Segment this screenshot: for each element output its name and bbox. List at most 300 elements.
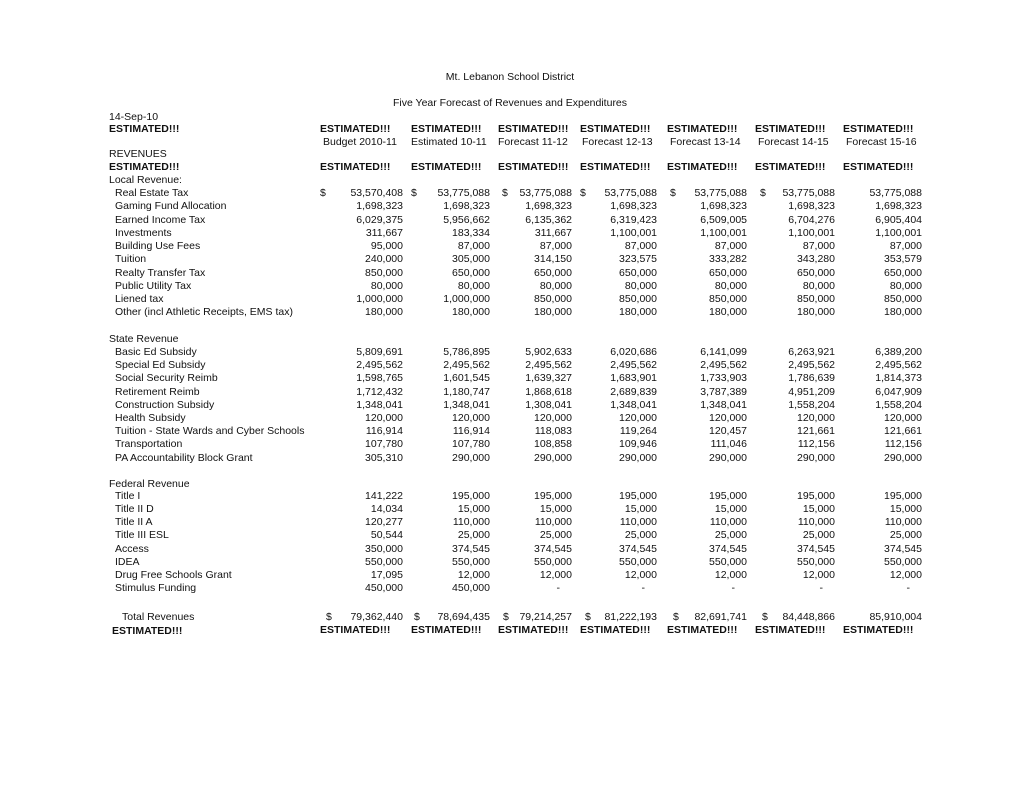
currency-symbol: $ <box>503 611 509 623</box>
cell-value: 120,000 <box>884 412 922 424</box>
table-row <box>0 200 1020 213</box>
cell-value: 195,000 <box>534 490 572 502</box>
cell-value: 2,495,562 <box>610 359 657 372</box>
table-row <box>0 452 1020 465</box>
column-stamp: ESTIMATED!!! <box>580 161 651 173</box>
cell-value: 6,319,423 <box>610 213 657 226</box>
revenues-heading: REVENUES <box>109 148 167 160</box>
column-stamp: ESTIMATED!!! <box>667 123 738 135</box>
column-stamp: ESTIMATED!!! <box>411 123 482 135</box>
estimated-stamp: ESTIMATED!!! <box>112 625 183 637</box>
cell-value: 6,905,404 <box>875 213 922 226</box>
currency-symbol: $ <box>762 611 768 623</box>
column-stamp: ESTIMATED!!! <box>755 123 826 135</box>
cell-value: 180,000 <box>365 306 403 319</box>
column-label: Estimated 10-11 <box>411 136 487 148</box>
cell-value: 311,667 <box>365 226 403 239</box>
cell-value: 290,000 <box>534 451 572 464</box>
column-label: Forecast 14-15 <box>758 136 829 148</box>
cell-value: 290,000 <box>884 451 922 464</box>
cell-value: 290,000 <box>619 451 657 464</box>
row-label: Public Utility Tax <box>115 279 192 292</box>
column-stamp: ESTIMATED!!! <box>498 624 569 636</box>
cell-value: 87,000 <box>714 240 747 252</box>
cell-value: 12,000 <box>714 568 747 581</box>
cell-value: 183,334 <box>452 226 490 239</box>
cell-value: 87,000 <box>802 240 835 252</box>
cell-value: 1,786,639 <box>788 372 835 385</box>
cell-value: 850,000 <box>709 293 747 305</box>
cell-value: 374,545 <box>884 542 922 555</box>
cell-value: 121,661 <box>884 425 922 438</box>
cell-value: 195,000 <box>452 490 490 502</box>
cell-value: 116,914 <box>365 425 403 438</box>
row-label: Investments <box>115 226 172 239</box>
cell-value: 12,000 <box>624 568 657 581</box>
cell-value: 120,000 <box>365 412 403 424</box>
cell-value: 1,558,204 <box>875 398 922 411</box>
cell-value: 1,698,323 <box>610 200 657 213</box>
cell-value: 53,775,088 <box>869 187 922 199</box>
cell-value: 290,000 <box>797 451 835 464</box>
cell-value: 53,775,088 <box>437 187 490 199</box>
cell-value: 650,000 <box>452 266 490 279</box>
cell-value: 6,263,921 <box>788 346 835 358</box>
cell-value: 180,000 <box>797 306 835 319</box>
cell-value: 1,814,373 <box>875 372 922 385</box>
cell-value: 305,310 <box>365 451 403 464</box>
cell-value: 1,601,545 <box>443 372 490 385</box>
table-row <box>0 490 1020 503</box>
cell-value: 87,000 <box>539 240 572 252</box>
cell-value: 850,000 <box>884 293 922 305</box>
cell-value: 112,156 <box>797 438 835 451</box>
cell-value: 1,639,327 <box>525 372 572 385</box>
cell-value: 180,000 <box>884 306 922 319</box>
cell-value: 1,712,432 <box>356 385 403 398</box>
row-label: Health Subsidy <box>115 412 186 424</box>
estimated-stamp: ESTIMATED!!! <box>109 123 180 135</box>
cell-value: 109,946 <box>619 438 657 451</box>
cell-value: 2,495,562 <box>875 359 922 372</box>
table-row <box>0 399 1020 412</box>
cell-value: 79,214,257 <box>519 611 572 623</box>
column-label: Forecast 13-14 <box>670 136 741 148</box>
column-label: Forecast 12-13 <box>582 136 653 148</box>
report-date: 14-Sep-10 <box>109 111 159 123</box>
cell-value: 119,264 <box>619 425 657 438</box>
cell-value: 120,277 <box>365 516 403 529</box>
column-label: Budget 2010-11 <box>323 136 397 148</box>
cell-value: 180,000 <box>709 306 747 319</box>
cell-value: 1,100,001 <box>700 226 747 239</box>
cell-value: 2,495,562 <box>700 359 747 372</box>
table-row <box>0 425 1020 438</box>
column-stamp: ESTIMATED!!! <box>320 624 391 636</box>
cell-value: 1,000,000 <box>443 293 490 305</box>
table-row <box>0 611 1020 624</box>
cell-value: 53,775,088 <box>782 187 835 199</box>
cell-value: 550,000 <box>619 555 657 568</box>
cell-value: 374,545 <box>452 542 490 555</box>
cell-value: 12,000 <box>889 568 922 581</box>
cell-value: 180,000 <box>534 306 572 319</box>
cell-value: 290,000 <box>709 451 747 464</box>
cell-value: 550,000 <box>797 555 835 568</box>
column-stamp: ESTIMATED!!! <box>320 161 391 173</box>
cell-value: 141,222 <box>365 490 403 502</box>
column-stamp: ESTIMATED!!! <box>320 123 391 135</box>
cell-value: 550,000 <box>452 555 490 568</box>
currency-symbol: $ <box>585 611 591 623</box>
cell-value: 6,704,276 <box>788 213 835 226</box>
cell-value: 1,683,901 <box>610 372 657 385</box>
cell-value: 353,579 <box>884 253 922 266</box>
row-label: Earned Income Tax <box>115 213 206 226</box>
cell-value: 333,282 <box>709 253 747 266</box>
cell-value: 6,135,362 <box>525 213 572 226</box>
column-stamp: ESTIMATED!!! <box>843 161 914 173</box>
table-row <box>0 280 1020 293</box>
cell-value: 2,495,562 <box>443 359 490 372</box>
cell-value: 81,222,193 <box>604 611 657 623</box>
cell-value: - <box>641 582 645 595</box>
column-stamp: ESTIMATED!!! <box>755 161 826 173</box>
cell-value: 25,000 <box>457 529 490 542</box>
cell-value: 14,034 <box>370 503 403 516</box>
cell-value: 1,698,323 <box>525 200 572 213</box>
table-row <box>0 556 1020 569</box>
cell-value: 110,000 <box>884 516 922 529</box>
row-label: Drug Free Schools Grant <box>115 568 232 581</box>
cell-value: 111,046 <box>710 438 747 451</box>
cell-value: 1,348,041 <box>356 398 403 411</box>
currency-symbol: $ <box>414 611 420 623</box>
column-stamp: ESTIMATED!!! <box>667 161 738 173</box>
cell-value: 314,150 <box>534 253 572 266</box>
cell-value: 15,000 <box>889 503 922 516</box>
cell-value: 15,000 <box>802 503 835 516</box>
cell-value: 550,000 <box>534 555 572 568</box>
row-label: Tuition - State Wards and Cyber Schools <box>115 425 305 438</box>
cell-value: 1,698,323 <box>700 200 747 213</box>
cell-value: 6,509,005 <box>700 213 747 226</box>
cell-value: 80,000 <box>457 279 490 292</box>
cell-value: 1,698,323 <box>443 200 490 213</box>
row-label: Construction Subsidy <box>115 398 215 411</box>
cell-value: - <box>731 582 735 595</box>
cell-value: 850,000 <box>619 293 657 305</box>
cell-value: 12,000 <box>802 568 835 581</box>
cell-value: 195,000 <box>619 490 657 502</box>
row-label: Tuition <box>115 253 147 266</box>
cell-value: 80,000 <box>539 279 572 292</box>
row-label: Gaming Fund Allocation <box>115 200 227 213</box>
cell-value: 85,910,004 <box>869 611 922 623</box>
cell-value: 6,020,686 <box>610 346 657 358</box>
row-label: Other (incl Athletic Receipts, EMS tax) <box>115 306 293 319</box>
cell-value: 1,598,765 <box>356 372 403 385</box>
cell-value: 6,389,200 <box>875 346 922 358</box>
cell-value: 180,000 <box>619 306 657 319</box>
cell-value: 1,308,041 <box>525 398 572 411</box>
cell-value: 107,780 <box>452 438 490 451</box>
cell-value: 79,362,440 <box>350 611 403 623</box>
cell-value: 450,000 <box>452 582 490 595</box>
cell-value: 95,000 <box>370 240 403 252</box>
federal-revenue-heading: Federal Revenue <box>109 478 190 490</box>
cell-value: 120,000 <box>452 412 490 424</box>
cell-value: 120,000 <box>797 412 835 424</box>
cell-value: 650,000 <box>619 266 657 279</box>
cell-value: 1,698,323 <box>875 200 922 213</box>
row-label: Stimulus Funding <box>115 582 197 595</box>
row-label: Special Ed Subsidy <box>115 359 206 372</box>
table-row <box>0 569 1020 582</box>
cell-value: - <box>819 582 823 595</box>
cell-value: 650,000 <box>709 266 747 279</box>
table-row <box>0 529 1020 542</box>
cell-value: 110,000 <box>797 516 835 529</box>
cell-value: 25,000 <box>889 529 922 542</box>
cell-value: 80,000 <box>802 279 835 292</box>
cell-value: 80,000 <box>370 279 403 292</box>
cell-value: 6,141,099 <box>700 346 747 358</box>
cell-value: 550,000 <box>884 555 922 568</box>
cell-value: 112,156 <box>884 438 922 451</box>
cell-value: 5,809,691 <box>356 346 403 358</box>
cell-value: 1,733,903 <box>700 372 747 385</box>
row-label: Title II A <box>115 516 153 529</box>
cell-value: 12,000 <box>539 568 572 581</box>
cell-value: 25,000 <box>624 529 657 542</box>
cell-value: 2,495,562 <box>788 359 835 372</box>
column-stamp: ESTIMATED!!! <box>580 624 651 636</box>
column-stamp: ESTIMATED!!! <box>498 161 569 173</box>
column-stamp: ESTIMATED!!! <box>843 624 914 636</box>
table-row <box>0 253 1020 266</box>
cell-value: 53,775,088 <box>694 187 747 199</box>
column-stamp: ESTIMATED!!! <box>411 624 482 636</box>
column-label: Forecast 15-16 <box>846 136 917 148</box>
column-stamp: ESTIMATED!!! <box>580 123 651 135</box>
cell-value: 1,100,001 <box>610 226 657 239</box>
table-row <box>0 227 1020 240</box>
document-subtitle: Five Year Forecast of Revenues and Expenditures <box>392 97 628 109</box>
cell-value: 450,000 <box>365 582 403 595</box>
cell-value: 120,000 <box>619 412 657 424</box>
cell-value: 195,000 <box>884 490 922 502</box>
cell-value: 120,000 <box>534 412 572 424</box>
cell-value: 1,000,000 <box>356 293 403 305</box>
row-label: Title II D <box>115 503 154 516</box>
cell-value: 650,000 <box>797 266 835 279</box>
table-row <box>0 503 1020 516</box>
cell-value: 80,000 <box>889 279 922 292</box>
cell-value: 1,868,618 <box>525 385 572 398</box>
currency-symbol: $ <box>326 611 332 623</box>
table-row <box>0 516 1020 529</box>
cell-value: 374,545 <box>619 542 657 555</box>
row-label: Real Estate Tax <box>115 187 189 199</box>
cell-value: 15,000 <box>539 503 572 516</box>
table-row <box>0 372 1020 385</box>
document-title: Mt. Lebanon School District <box>445 71 575 83</box>
row-label: Basic Ed Subsidy <box>115 346 197 358</box>
column-stamp: ESTIMATED!!! <box>667 624 738 636</box>
cell-value: 6,047,909 <box>875 385 922 398</box>
cell-value: 374,545 <box>534 542 572 555</box>
cell-value: 374,545 <box>709 542 747 555</box>
cell-value: 350,000 <box>365 542 403 555</box>
cell-value: 1,698,323 <box>356 200 403 213</box>
row-label: Social Security Reimb <box>115 372 218 385</box>
cell-value: 80,000 <box>624 279 657 292</box>
cell-value: 110,000 <box>709 516 747 529</box>
cell-value: 121,661 <box>797 425 835 438</box>
cell-value: 120,000 <box>709 412 747 424</box>
cell-value: 108,858 <box>534 438 572 451</box>
currency-symbol: $ <box>320 187 326 199</box>
table-row <box>0 267 1020 280</box>
table-row <box>0 412 1020 425</box>
currency-symbol: $ <box>411 187 417 199</box>
row-label: Title III ESL <box>115 529 169 542</box>
cell-value: 53,775,088 <box>604 187 657 199</box>
cell-value: 118,083 <box>534 425 572 438</box>
row-label: Building Use Fees <box>115 240 201 252</box>
column-stamp: ESTIMATED!!! <box>843 123 914 135</box>
cell-value: 323,575 <box>619 253 657 266</box>
cell-value: 110,000 <box>452 516 490 529</box>
column-stamp: ESTIMATED!!! <box>755 624 826 636</box>
cell-value: 87,000 <box>457 240 490 252</box>
cell-value: 374,545 <box>797 542 835 555</box>
cell-value: 82,691,741 <box>694 611 747 623</box>
cell-value: 1,100,001 <box>788 226 835 239</box>
table-row <box>0 214 1020 227</box>
cell-value: 12,000 <box>457 568 490 581</box>
column-stamp: ESTIMATED!!! <box>498 123 569 135</box>
cell-value: 5,902,633 <box>525 346 572 358</box>
row-label: Retirement Reimb <box>115 385 200 398</box>
row-label: Realty Transfer Tax <box>115 266 206 279</box>
cell-value: 15,000 <box>714 503 747 516</box>
cell-value: 1,348,041 <box>700 398 747 411</box>
state-revenue-heading: State Revenue <box>109 333 179 345</box>
row-label: Liened tax <box>115 293 164 305</box>
table-row <box>0 293 1020 306</box>
cell-value: 1,348,041 <box>610 398 657 411</box>
cell-value: 25,000 <box>714 529 747 542</box>
cell-value: 5,956,662 <box>443 213 490 226</box>
cell-value: 2,495,562 <box>356 359 403 372</box>
cell-value: 343,280 <box>797 253 835 266</box>
cell-value: 110,000 <box>534 516 572 529</box>
cell-value: - <box>906 582 910 595</box>
cell-value: 2,495,562 <box>525 359 572 372</box>
table-row <box>0 582 1020 595</box>
currency-symbol: $ <box>502 187 508 199</box>
cell-value: 1,698,323 <box>788 200 835 213</box>
row-label: Title I <box>115 490 141 502</box>
currency-symbol: $ <box>673 611 679 623</box>
column-stamp: ESTIMATED!!! <box>411 161 482 173</box>
cell-value: 107,780 <box>365 438 403 451</box>
row-label: IDEA <box>115 555 140 568</box>
cell-value: 195,000 <box>709 490 747 502</box>
table-row <box>0 346 1020 359</box>
local-revenue-heading: Local Revenue: <box>109 174 182 186</box>
cell-value: 1,348,041 <box>443 398 490 411</box>
cell-value: 5,786,895 <box>443 346 490 358</box>
currency-symbol: $ <box>670 187 676 199</box>
currency-symbol: $ <box>760 187 766 199</box>
estimated-stamp: ESTIMATED!!! <box>109 161 180 173</box>
cell-value: 120,457 <box>709 425 747 438</box>
cell-value: 290,000 <box>452 451 490 464</box>
table-row <box>0 386 1020 399</box>
cell-value: 110,000 <box>619 516 657 529</box>
cell-value: 80,000 <box>714 279 747 292</box>
row-label: Transportation <box>115 438 183 451</box>
cell-value: 4,951,209 <box>788 385 835 398</box>
cell-value: 550,000 <box>709 555 747 568</box>
cell-value: 850,000 <box>365 266 403 279</box>
table-row <box>0 187 1020 200</box>
cell-value: 240,000 <box>365 253 403 266</box>
cell-value: 1,180,747 <box>443 385 490 398</box>
cell-value: 1,558,204 <box>788 398 835 411</box>
cell-value: 650,000 <box>534 266 572 279</box>
currency-symbol: $ <box>580 187 586 199</box>
table-row <box>0 240 1020 253</box>
table-row <box>0 543 1020 556</box>
cell-value: 50,544 <box>370 529 403 542</box>
cell-value: 2,689,839 <box>610 385 657 398</box>
cell-value: 180,000 <box>452 306 490 319</box>
table-row <box>0 306 1020 319</box>
cell-value: 78,694,435 <box>437 611 490 623</box>
row-label: Total Revenues <box>122 611 195 623</box>
cell-value: 15,000 <box>457 503 490 516</box>
table-row <box>0 359 1020 372</box>
cell-value: 1,100,001 <box>875 226 922 239</box>
cell-value: 195,000 <box>797 490 835 502</box>
cell-value: 550,000 <box>365 555 403 568</box>
cell-value: 53,570,408 <box>350 187 403 199</box>
cell-value: 311,667 <box>534 226 572 239</box>
cell-value: 53,775,088 <box>519 187 572 199</box>
cell-value: 650,000 <box>884 266 922 279</box>
cell-value: 850,000 <box>797 293 835 305</box>
cell-value: 17,095 <box>370 568 403 581</box>
row-label: PA Accountability Block Grant <box>115 451 253 464</box>
cell-value: 305,000 <box>452 253 490 266</box>
cell-value: 84,448,866 <box>782 611 835 623</box>
cell-value: 87,000 <box>889 240 922 252</box>
cell-value: 116,914 <box>452 425 490 438</box>
row-label: Access <box>115 542 149 555</box>
cell-value: 25,000 <box>539 529 572 542</box>
cell-value: 15,000 <box>624 503 657 516</box>
cell-value: 850,000 <box>534 293 572 305</box>
cell-value: - <box>556 582 560 595</box>
table-row <box>0 438 1020 451</box>
column-label: Forecast 11-12 <box>498 136 568 148</box>
cell-value: 25,000 <box>802 529 835 542</box>
cell-value: 3,787,389 <box>700 385 747 398</box>
